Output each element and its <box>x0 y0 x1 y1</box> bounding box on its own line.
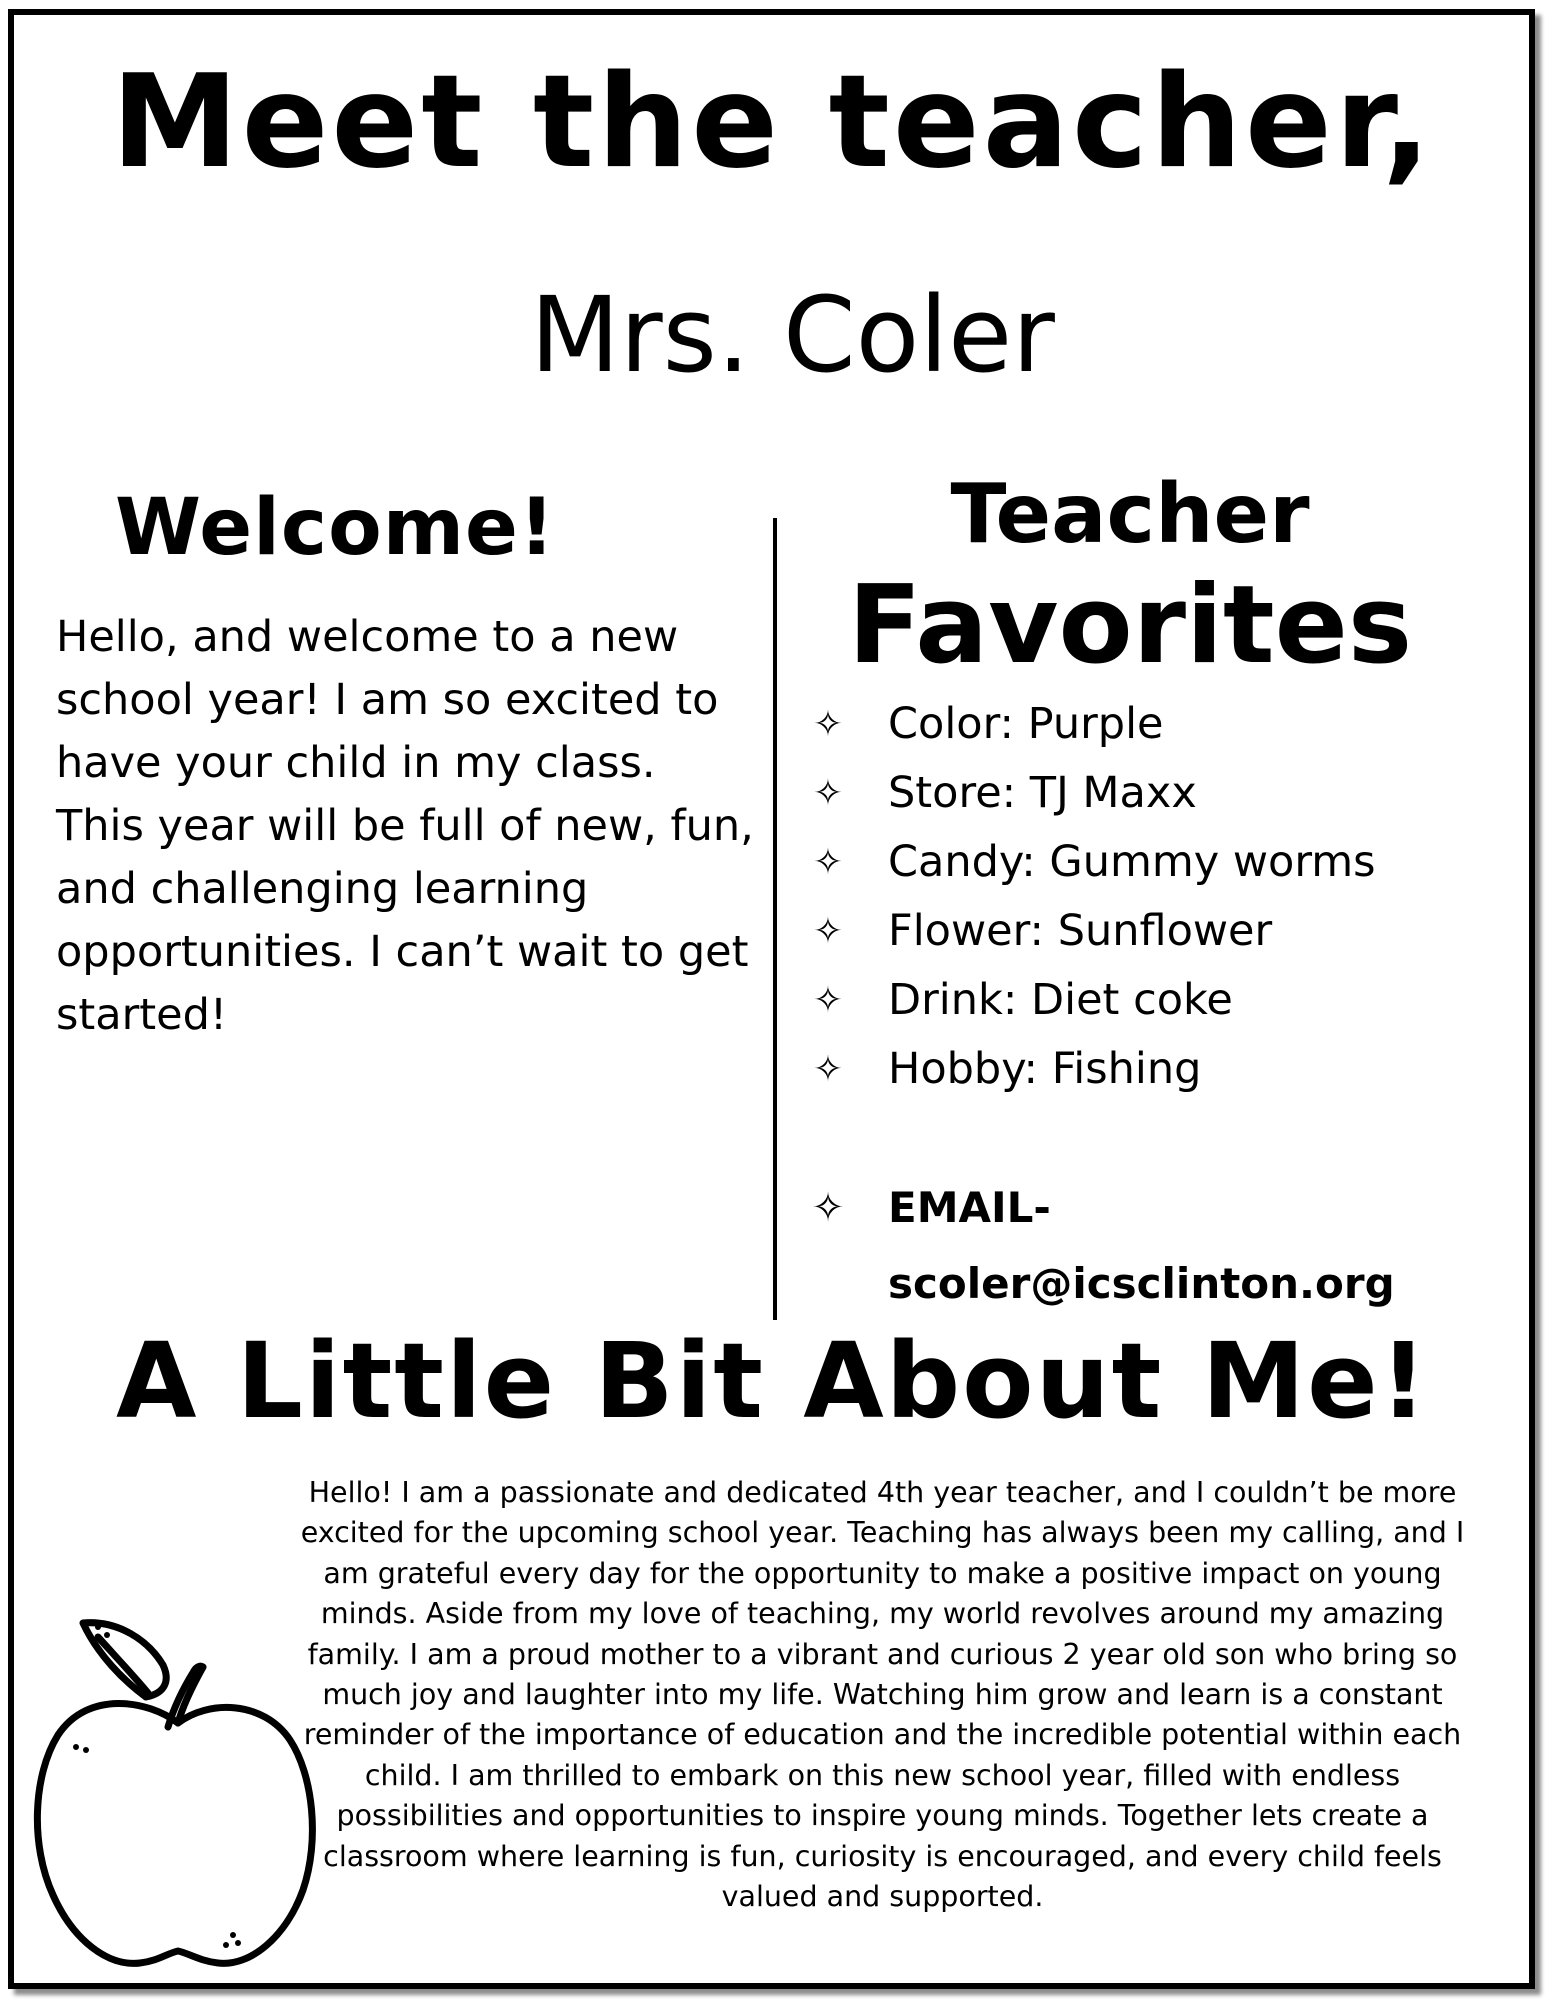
about-paragraph: Hello! I am a passionate and dedicated 4th year teacher, and I couldn’t be more excited for the upcoming school year. Teaching has always been my calling, and I am grateful every day for the opportunity to make a positive impact on young minds. Aside from my love of teaching, my world revolves around my amazing family. I am a proud mother to a vibrant and curious 2 year old son who bring so much joy and laughter into my life. Watching him grow and learn is a constant reminder of the importance of education and the incredible potential within each child. I am thrilled to embark on this new school year, filled with endless possibilities and opportunities to inspire young minds. Together lets create a classroom where learning is fun, curiosity is encouraged, and every child feels valued and supported. <box>300 1476 1465 1914</box>
email-contact <box>808 1173 1508 1333</box>
favorite-item-text: Candy: Gummy worms <box>888 837 1376 887</box>
favorite-item-text: Drink: Diet coke <box>888 975 1233 1025</box>
favorite-item-store <box>808 759 1528 828</box>
page-title: Meet the teacher, <box>111 48 1434 197</box>
favorite-item-hobby <box>808 1035 1528 1104</box>
favorite-item-candy <box>808 828 1528 897</box>
sparkle-bullet-icon: ✧ <box>812 773 844 814</box>
sparkle-bullet-icon: ✧ <box>812 842 844 883</box>
welcome-message: Hello, and welcome to a new school year! I am so excited to have your child in my class. This year will be full of new, fun, and challenging learning opportunities. I can’t wait to get started! <box>56 612 754 1040</box>
sparkle-bullet-icon: ✧ <box>812 704 844 745</box>
favorites-heading-favorites: Favorites <box>847 563 1413 688</box>
sparkle-bullet-icon: ✧ <box>812 980 844 1021</box>
favorite-item-text: Hobby: Fishing <box>888 1044 1202 1094</box>
favorites-list <box>808 690 1528 1104</box>
favorite-item-text: Flower: Sunflower <box>888 906 1273 956</box>
email-label: EMAIL- <box>888 1183 1051 1232</box>
sparkle-bullet-icon: ✧ <box>812 1049 844 1090</box>
favorite-item-text: Store: TJ Maxx <box>888 768 1197 818</box>
sparkle-bullet-icon: ✧ <box>811 1185 845 1231</box>
favorite-item-drink <box>808 966 1528 1035</box>
favorites-heading-teacher: Teacher <box>950 467 1310 562</box>
favorite-item-flower <box>808 897 1528 966</box>
favorite-item-color <box>808 690 1528 759</box>
email-address[interactable]: scoler@icsclinton.org <box>888 1259 1395 1308</box>
column-divider <box>773 518 777 1320</box>
favorite-item-text: Color: Purple <box>888 699 1164 749</box>
welcome-heading: Welcome! <box>115 483 556 573</box>
about-heading: A Little Bit About Me! <box>115 1320 1430 1442</box>
apple-icon <box>28 1605 328 1975</box>
sparkle-bullet-icon: ✧ <box>812 911 844 952</box>
teacher-name: Mrs. Coler <box>530 274 1055 396</box>
